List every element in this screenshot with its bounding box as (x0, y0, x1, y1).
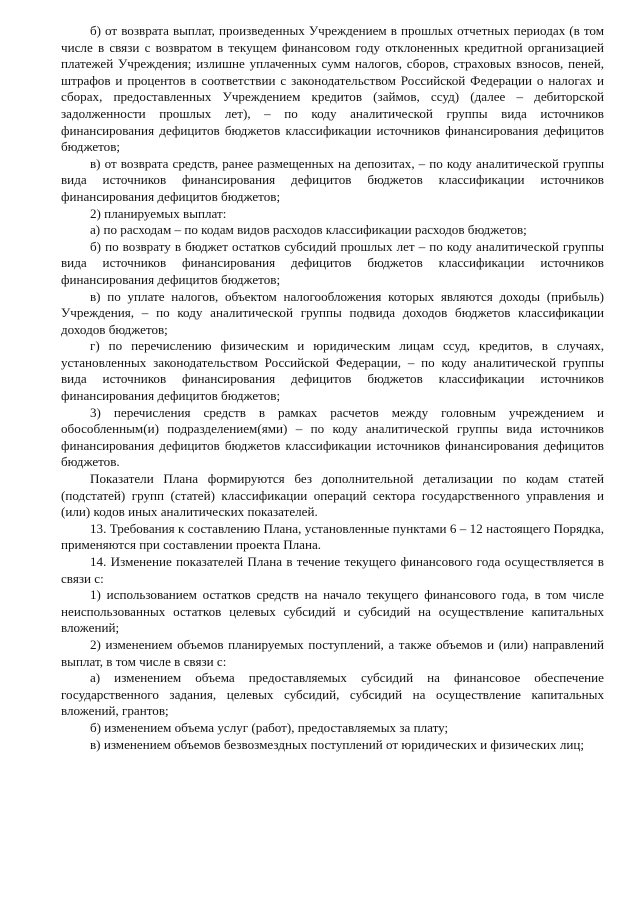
paragraph-14-2b: б) изменением объема услуг (работ), предоставляемых за плату; (90, 719, 449, 735)
paragraph-2a-expenses: а) по расходам – по кодам видов расходов классификации расходов бюджетов; (90, 222, 527, 238)
paragraph-1b-return-of-payments: б) от возврата выплат, произведенных Учреждением в прошлых отчетных периодах (в том числе в связи с возвратом в текущем финансовом году отклоненных кредитной организацией платежей Учреждения; излишне уплаченных сумм налогов, сборов, страховых взносов, пеней, штрафов и процентов в соответствии с законодательством Российской Федерации о налогах и сборах, предоставленных Учреждением кредитов (займов, ссуд) (далее – дебиторской задолженности прошлых лет), – по коду аналитической группы вида источников финансирования дефицитов бюджетов классификации источников финансирования дефицитов бюджетов; (61, 23, 604, 155)
paragraph-14: 14. Изменение показателей Плана в течение текущего финансового года осуществляется в связи с: (61, 554, 604, 586)
paragraph-1v-return-of-deposits: в) от возврата средств, ранее размещенных на депозитах, – по коду аналитической группы вида источников финансирования дефицитов бюджетов классификации источников финансирования дефицитов бюджетов; (61, 155, 604, 204)
paragraph-plan-indicators: Показатели Плана формируются без дополнительной детализации по кодам статей (подстатей) групп (статей) классификации операций сектора государственного управления и (или) кодов иных аналитических показателей. (61, 471, 604, 520)
paragraph-14-1: 1) использованием остатков средств на начало текущего финансового года, в том числе неиспользованных остатков целевых субсидий и субсидий на осуществление капитальных вложений; (61, 587, 604, 636)
paragraph-3-transfers: 3) перечисления средств в рамках расчетов между головным учреждением и обособленным(и) подразделением(ями) – по коду аналитической группы вида источников финансирования дефицитов бюджетов классификации источников финансирования дефицитов бюджетов. (61, 404, 604, 470)
paragraph-14-2: 2) изменением объемов планируемых поступлений, а также объемов и (или) направлений выплат, в том числе в связи с: (61, 636, 604, 669)
document-page (61, 23, 604, 753)
paragraph-2v-taxes: в) по уплате налогов, объектом налогообложения которых являются доходы (прибыль) Учреждения, – по коду аналитической группы подвида доходов бюджетов классификации доходов бюджетов; (61, 288, 604, 337)
paragraph-2g-loans: г) по перечислению физическим и юридическим лицам ссуд, кредитов, в случаях, установленных законодательством Российской Федерации, – по коду аналитической группы вида источников финансирования дефицитов бюджетов классификации источников финансирования дефицитов бюджетов; (61, 338, 604, 404)
paragraph-14-2a: а) изменением объема предоставляемых субсидий на финансовое обеспечение государственного задания, целевых субсидий, субсидий на осуществление капитальных вложений, грантов; (61, 670, 604, 719)
paragraph-13: 13. Требования к составлению Плана, установленные пунктами 6 – 12 настоящего Порядка, применяются при составлении проекта Плана. (61, 520, 604, 553)
paragraph-2b-subsidy-return: б) по возврату в бюджет остатков субсидий прошлых лет – по коду аналитической группы вида источников финансирования дефицитов бюджетов классификации источников финансирования дефицитов бюджетов; (61, 238, 604, 287)
paragraph-14-2v: в) изменением объемов безвозмездных поступлений от юридических и физических лиц; (90, 736, 585, 752)
paragraph-2-planned-payments: 2) планируемых выплат: (90, 205, 227, 221)
